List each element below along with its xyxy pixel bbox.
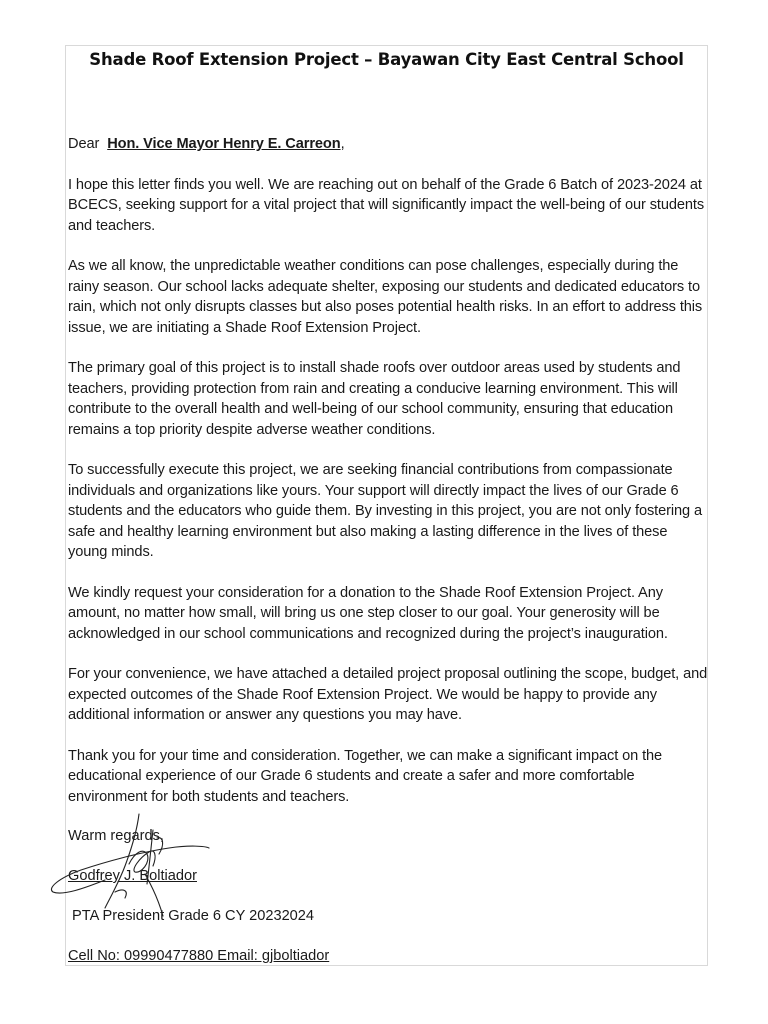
salutation-comma: ,	[340, 136, 345, 152]
letter-title: Shade Roof Extension Project – Bayawan City East Central School	[89, 50, 684, 69]
signer-title: PTA President Grade 6 CY 20232024	[72, 908, 315, 924]
paragraph-thanks: Thank you for your time and consideration. Together, we can make a significant impact on the educational experience of our Grade 6 students and create a safer and more comfortable environment for both students and teachers.	[68, 747, 663, 805]
paragraph-goal: The primary goal of this project is to install shade roofs over outdoor areas used by students and teachers, providing protection from rain and creating a conducive learning environment. This will contribute to the overall health and well-being of our school community, ensuring that education remains a top priority despite adverse weather conditions.	[68, 360, 681, 438]
paragraph-donation: We kindly request your consideration for a donation to the Shade Roof Extension Project. Any amount, no matter how small, will bring us one step closer to our goal. Your generosity will be acknowledged in our school communications and recognized during the project’s inauguration.	[68, 584, 668, 642]
paragraph-attachment: For your convenience, we have attached a detailed project proposal outlining the scope, budget, and expected outcomes of the Shade Roof Extension Project. We would be happy to provide any additional information or answer any questions you may have.	[68, 666, 708, 723]
paragraph-intro: I hope this letter finds you well. We are reaching out on behalf of the Grade 6 Batch of 2023-2024 at BCECS, seeking support for a vital project that will significantly impact the well-being of our students and teachers.	[68, 176, 705, 234]
salutation-prefix: Dear	[68, 136, 100, 152]
closing: Warm regards,	[68, 828, 164, 844]
contact-info: Cell No: 09990477880 Email: gjboltiador	[68, 948, 330, 964]
paragraph-request-support: To successfully execute this project, we are seeking financial contributions from compassionate individuals and organizations like yours. Your support will directly impact the lives of our Grade 6 students and the educators who guide them. By investing in this project, you are not only fostering a safe and healthy learning environment but also making a lasting difference in the lives of these young minds.	[68, 462, 703, 560]
recipient-name: Hon. Vice Mayor Henry E. Carreon	[107, 136, 341, 152]
signer-name: Godfrey J. Boltiador	[68, 868, 197, 884]
letter-body	[68, 134, 708, 827]
paragraph-problem: As we all know, the unpredictable weather conditions can pose challenges, especially during the rainy season. Our school lacks adequate shelter, exposing our students and dedicated educators to rain, which not only disrupts classes but also poses potential health risks. In an effort to address this issue, we are initiating a Shade Roof Extension Project.	[68, 258, 703, 336]
salutation	[68, 134, 708, 155]
